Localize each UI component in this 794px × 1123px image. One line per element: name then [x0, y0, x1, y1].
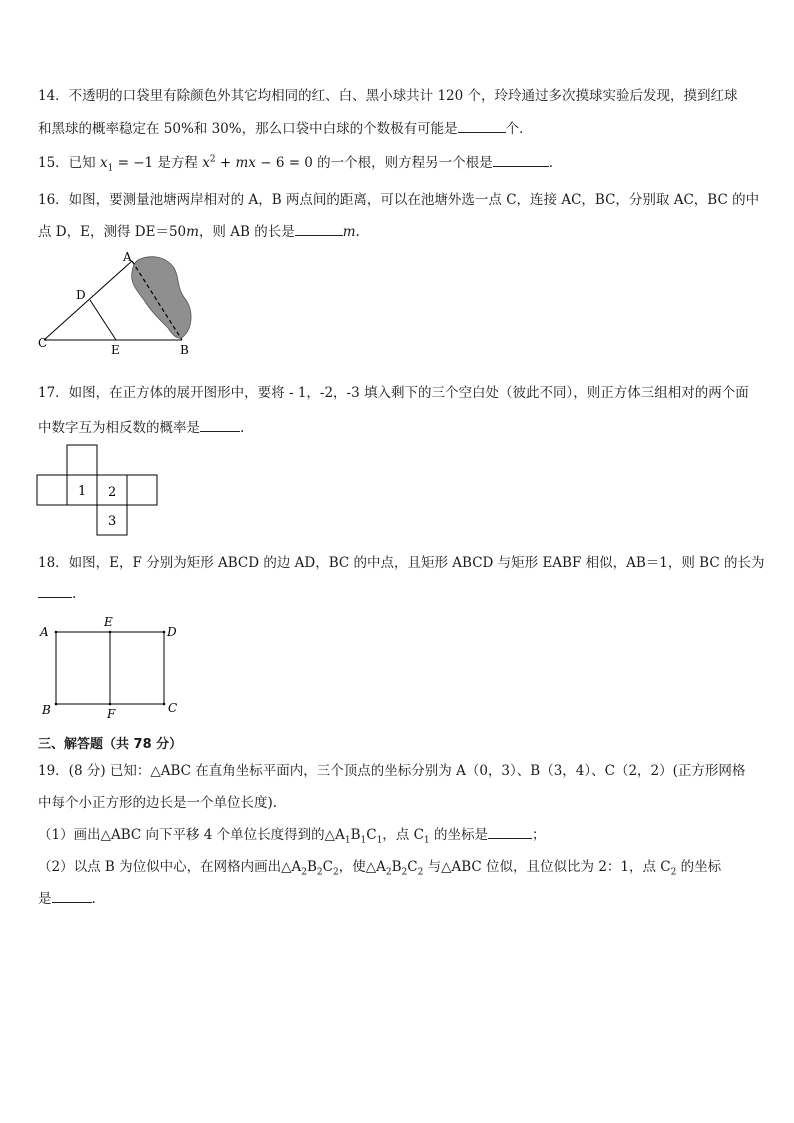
q15-answer-blank[interactable]	[493, 154, 549, 167]
net-number-1: 1	[78, 484, 87, 499]
q19-p2-sub: 2	[301, 867, 307, 878]
label-b: B	[42, 703, 51, 717]
q17-answer-blank[interactable]	[200, 419, 240, 432]
q18-line2	[38, 585, 76, 602]
net-number-3: 3	[108, 514, 117, 529]
q19-p2-sub: 2	[385, 867, 392, 878]
q15-plus: +	[215, 155, 236, 171]
q16-answer-blank[interactable]	[295, 223, 343, 236]
q17-cube-net	[36, 444, 162, 536]
q19-p1-sub: 1	[360, 835, 367, 846]
q19-line2: 中每个小正方形的边长是一个单位长度).	[38, 795, 278, 811]
q15-x: x	[202, 155, 210, 171]
q19-part1	[38, 823, 545, 846]
q15-line	[38, 151, 553, 174]
point-e	[109, 631, 112, 634]
q16-end: .	[355, 224, 360, 240]
q19-p1-sub: 1	[423, 835, 430, 846]
q15-mx: mx	[235, 155, 256, 171]
q19-p2-sub: 2	[417, 867, 424, 878]
q19-p2-text: C	[407, 859, 418, 875]
q17-line2	[38, 416, 244, 436]
q14-line2	[38, 117, 533, 137]
label-c: C	[168, 701, 178, 715]
q17-line1: 17．如图，在正方体的展开图形中，要将 - 1，-2，-3 填入剩下的三个空白处（彼此不同），则正方体三组相对的两个面	[38, 385, 749, 401]
q19-p1-answer-blank[interactable]	[488, 826, 532, 839]
q16-pond-figure	[34, 248, 204, 358]
q15-x1: x	[99, 155, 108, 171]
section-heading: 三、解答题（共 78 分）	[38, 737, 183, 752]
q19-line1: 19．(8 分) 已知：△ABC 在直角坐标平面内，三个顶点的坐标分别为 A（0，3）、B（3，4）、C（2，2）(正方形网格	[38, 763, 746, 779]
q19-p2-sub: 2	[401, 867, 408, 878]
label-d: D	[167, 625, 177, 639]
q19-p2-sub: 2	[332, 867, 339, 878]
q19-p1-sub: 1	[344, 835, 351, 846]
q18-end: .	[72, 586, 77, 602]
q19-p2-sub: 2	[670, 867, 677, 878]
point-a	[55, 631, 58, 634]
q19-p2-text: B	[306, 859, 317, 875]
label-e: E	[104, 615, 113, 629]
q17-end: .	[240, 420, 245, 436]
point-f	[109, 703, 112, 706]
net-square-blank-left	[37, 475, 67, 505]
q19-p2-end: .	[91, 891, 96, 907]
q14-line2-text: 和黑球的概率稳定在 50%和 30%，那么口袋中白球的个数极有可能是	[38, 121, 458, 137]
label-d: D	[76, 288, 86, 302]
q19-p2-answer-blank[interactable]	[52, 890, 92, 903]
q14-answer-blank[interactable]	[458, 120, 506, 133]
q16-line2-mid: ，则 AB 的长是	[198, 224, 295, 240]
q14-line1: 14．不透明的口袋里有除颜色外其它均相同的红、白、黑小球共计 120 个，玲玲通过多次摸球实验后发现，摸到红球	[38, 88, 738, 104]
q19-p1-text: （1）画出△ABC 向下平移 4 个单位长度得到的△A	[38, 827, 345, 843]
q16-unit-m2: m	[342, 224, 356, 240]
label-c: C	[38, 336, 48, 350]
q19-p2-text: C	[322, 859, 333, 875]
point-c	[163, 703, 166, 706]
point-b	[55, 703, 58, 706]
q19-p1-text: ，点 C	[382, 827, 424, 843]
q18-answer-blank[interactable]	[38, 585, 72, 598]
point-d	[163, 631, 166, 634]
label-a: A	[123, 250, 132, 264]
q19-p1-end: ；	[531, 827, 546, 843]
q16-line2-text: 点 D，E，测得 DE＝50	[38, 224, 187, 240]
q18-line1: 18．如图，E，F 分别为矩形 ABCD 的边 AD，BC 的中点，且矩形 ABCD 与矩形 EABF 相似，AB＝1，则 BC 的长为	[38, 555, 765, 571]
segment-de	[90, 300, 116, 340]
q19-p2-text: （2）以点 B 为位似中心，在网格内画出△A	[38, 859, 302, 875]
q15-lead: 15．已知	[38, 155, 100, 171]
q19-p1-sub: 1	[376, 835, 383, 846]
q19-p2-text: 与△ABC 位似，且位似比为 2：1，点 C	[423, 859, 671, 875]
q19-part2-line2	[38, 887, 96, 907]
q18-rectangle-figure	[36, 614, 186, 722]
label-b: B	[180, 343, 189, 357]
q16-line2	[38, 220, 360, 240]
q16-unit-m: m	[186, 224, 199, 240]
pond-shape	[132, 257, 191, 338]
q16-line1: 16．如图，要测量池塘两岸相对的 A，B 两点间的距离，可以在池塘外选一点 C，连接 AC，BC，分别取 AC，BC 的中	[38, 192, 760, 208]
q19-part2	[38, 855, 721, 878]
q17-line2-text: 中数字互为相反数的概率是	[38, 420, 200, 436]
label-f: F	[107, 707, 116, 721]
q15-x1-sub: 1	[107, 163, 114, 174]
q19-p2-text: 是	[38, 891, 52, 907]
q19-p2-sub: 2	[316, 867, 323, 878]
q15-eq: = −1 是方程	[113, 155, 203, 171]
label-e: E	[111, 343, 120, 357]
label-a: A	[40, 625, 49, 639]
net-number-2: 2	[108, 485, 117, 500]
q15-end: .	[548, 155, 553, 171]
q15-square: 2	[209, 154, 216, 165]
net-top-square	[67, 445, 97, 475]
q19-p1-text: 的坐标是	[429, 827, 488, 843]
q19-p2-text: ，使△A	[338, 859, 386, 875]
net-square-blank-right	[127, 475, 157, 505]
q15-tail: − 6 = 0 的一个根，则方程另一个根是	[255, 155, 493, 171]
q19-p2-text: B	[391, 859, 402, 875]
q14-line2-end: 个．	[505, 121, 533, 137]
q19-p1-text: C	[366, 827, 377, 843]
q19-p1-text: B	[350, 827, 361, 843]
q19-p2-text: 的坐标	[676, 859, 722, 875]
segment-ca	[44, 261, 132, 340]
